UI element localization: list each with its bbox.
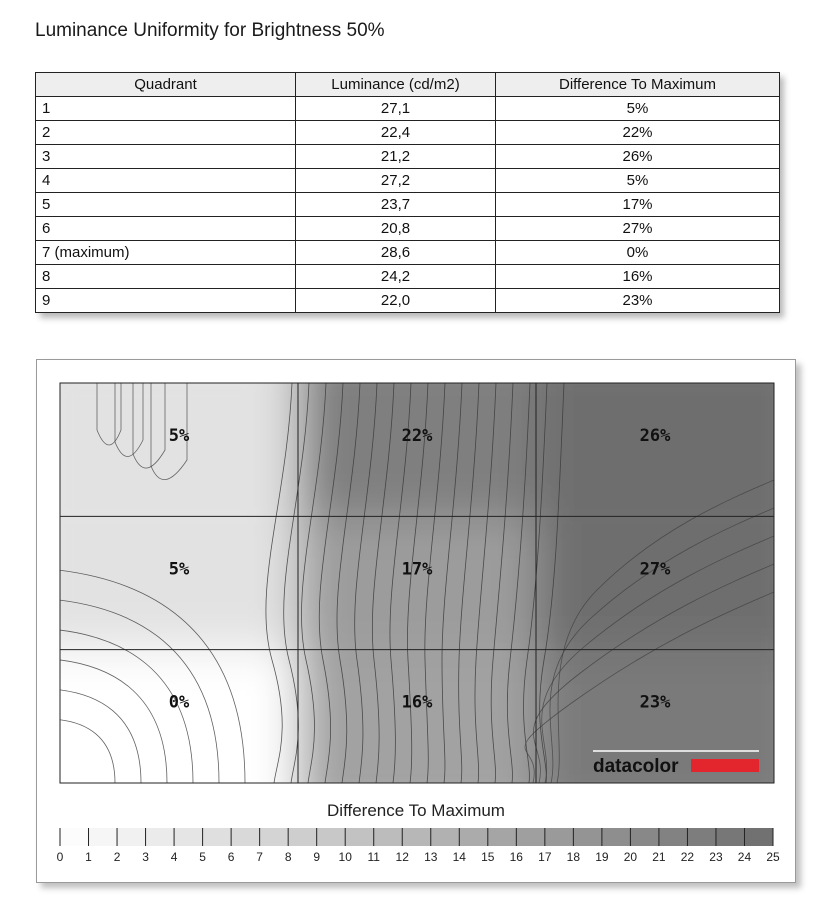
- scale-segment: [89, 828, 118, 846]
- quadrant-label: 5%: [168, 426, 190, 446]
- difference-cell: 23%: [496, 289, 780, 313]
- difference-cell: 27%: [496, 217, 780, 241]
- scale-tick-label: 1: [85, 850, 92, 864]
- scale-tick-label: 22: [680, 850, 695, 864]
- luminance-cell: 24,2: [296, 265, 496, 289]
- scale-tick-label: 21: [652, 850, 666, 864]
- luminance-table: [35, 72, 780, 313]
- table-row: [36, 169, 780, 193]
- quadrant-label: 26%: [639, 426, 671, 446]
- page-title: Luminance Uniformity for Brightness 50%: [35, 20, 385, 41]
- scale-segment: [459, 828, 488, 846]
- scale-segment: [288, 828, 317, 846]
- scale-segment: [630, 828, 659, 846]
- datacolor-logo-text: datacolor: [593, 756, 679, 777]
- scale-tick-label: 11: [367, 850, 380, 864]
- header-difference: Difference To Maximum: [496, 73, 780, 97]
- quadrant-cell: 8: [36, 265, 296, 289]
- difference-cell: 17%: [496, 193, 780, 217]
- scale-tick-label: 5: [199, 850, 206, 864]
- luminance-cell: 21,2: [296, 145, 496, 169]
- heat-tile: [298, 516, 536, 649]
- table-row: [36, 193, 780, 217]
- table-row: [36, 145, 780, 169]
- scale-tick-label: 20: [623, 850, 638, 864]
- scale-segment: [117, 828, 146, 846]
- scale-tick-label: 19: [595, 850, 609, 864]
- scale-segment: [402, 828, 431, 846]
- scale-segment: [744, 828, 773, 846]
- quadrant-cell: 1: [36, 97, 296, 121]
- table-row: [36, 97, 780, 121]
- quadrant-label: 5%: [168, 559, 190, 580]
- quadrant-cell: 6: [36, 217, 296, 241]
- difference-scale: [57, 828, 780, 864]
- scale-tick-label: 2: [113, 850, 121, 864]
- scale-tick-label: 14: [452, 850, 466, 864]
- scale-segment: [573, 828, 602, 846]
- difference-cell: 16%: [496, 265, 780, 289]
- quadrant-cell: 4: [36, 169, 296, 193]
- scale-tick-label: 18: [566, 850, 581, 864]
- difference-cell: 5%: [496, 97, 780, 121]
- scale-tick-label: 13: [424, 850, 438, 864]
- luminance-cell: 23,7: [296, 193, 496, 217]
- scale-tick-label: 4: [170, 850, 178, 864]
- heat-tile: [298, 650, 536, 823]
- luminance-cell: 20,8: [296, 217, 496, 241]
- luminance-cell: 22,4: [296, 121, 496, 145]
- scale-segment: [488, 828, 517, 846]
- datacolor-logo-bar: [691, 759, 759, 772]
- luminance-table-container: [35, 72, 779, 313]
- uniformity-chart-panel: [36, 359, 796, 883]
- table-row: [36, 289, 780, 313]
- quadrant-cell: 2: [36, 121, 296, 145]
- scale-tick-label: 6: [227, 850, 235, 864]
- scale-segment: [260, 828, 289, 846]
- scale-tick-label: 24: [737, 850, 752, 864]
- scale-segment: [659, 828, 688, 846]
- quadrant-label: 17%: [401, 559, 433, 580]
- heat-tile: [37, 650, 298, 823]
- scale-tick-label: 23: [709, 850, 723, 864]
- difference-cell: 5%: [496, 169, 780, 193]
- heat-tile: [536, 516, 795, 649]
- scale-tick-label: 25: [766, 850, 780, 864]
- quadrant-cell: 9: [36, 289, 296, 313]
- quadrant-cell: 3: [36, 145, 296, 169]
- scale-tick-label: 8: [284, 850, 292, 864]
- scale-tick-label: 12: [395, 850, 409, 864]
- scale-segment: [716, 828, 745, 846]
- scale-segment: [146, 828, 175, 846]
- luminance-cell: 27,1: [296, 97, 496, 121]
- quadrant-label: 22%: [401, 426, 433, 446]
- scale-tick-label: 16: [509, 850, 523, 864]
- scale-tick-label: 9: [313, 850, 321, 864]
- scale-segment: [60, 828, 89, 846]
- scale-segment: [231, 828, 260, 846]
- difference-cell: 26%: [496, 145, 780, 169]
- luminance-cell: 22,0: [296, 289, 496, 313]
- luminance-cell: 28,6: [296, 241, 496, 265]
- quadrant-cell: 7 (maximum): [36, 241, 296, 265]
- quadrant-label: 16%: [401, 692, 433, 713]
- quadrant-cell: 5: [36, 193, 296, 217]
- scale-segment: [545, 828, 574, 846]
- quadrant-label: 23%: [639, 692, 671, 713]
- scale-title: Difference To Maximum: [327, 801, 505, 820]
- table-row: [36, 121, 780, 145]
- scale-segment: [687, 828, 716, 846]
- scale-segment: [317, 828, 346, 846]
- scale-segment: [374, 828, 403, 846]
- quadrant-label: 27%: [639, 559, 671, 580]
- scale-segment: [602, 828, 631, 846]
- scale-segment: [516, 828, 545, 846]
- table-header-row: [36, 73, 780, 97]
- header-quadrant: Quadrant: [36, 73, 296, 97]
- scale-segment: [431, 828, 460, 846]
- difference-cell: 22%: [496, 121, 780, 145]
- scale-tick-label: 7: [256, 850, 263, 864]
- header-luminance: Luminance (cd/m2): [296, 73, 496, 97]
- scale-segment: [203, 828, 232, 846]
- table-row: [36, 217, 780, 241]
- scale-tick-label: 10: [338, 850, 352, 864]
- luminance-cell: 27,2: [296, 169, 496, 193]
- heat-tile: [37, 516, 298, 649]
- scale-segment: [345, 828, 374, 846]
- table-row: [36, 241, 780, 265]
- scale-segment: [174, 828, 203, 846]
- scale-tick-label: 3: [142, 850, 149, 864]
- scale-tick-label: 15: [481, 850, 495, 864]
- table-row: [36, 265, 780, 289]
- difference-cell: 0%: [496, 241, 780, 265]
- scale-tick-label: 17: [538, 850, 552, 864]
- heat-tile: [536, 650, 795, 823]
- quadrant-label: 0%: [168, 692, 190, 713]
- scale-tick-label: 0: [56, 850, 64, 864]
